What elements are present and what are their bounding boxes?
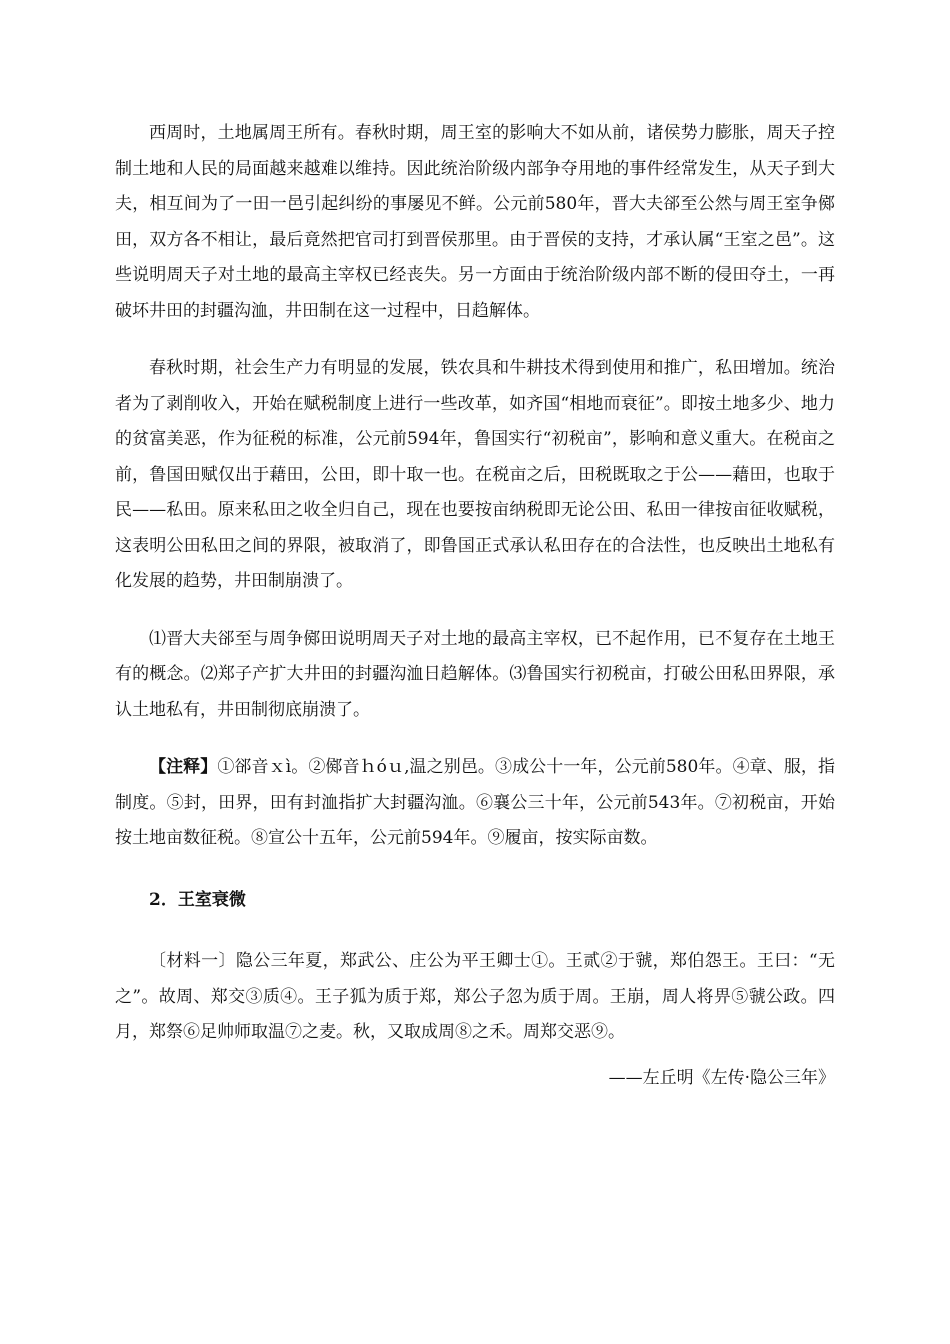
section-heading-text: 2．王室衰微 xyxy=(149,889,246,910)
section-heading xyxy=(115,883,835,919)
notes-paragraph xyxy=(115,750,835,857)
paragraph-tax-reform: 春秋时期，社会生产力有明显的发展，铁农具和牛耕技术得到使用和推广，私田增加。统治者为了剥削收入，开始在赋税制度上进行一些改革，如齐国“相地而衰征”。即按土地多少、地力的贫富美恶，作为征税的标准，公元前594年，鲁国实行“初税亩”，影响和意义重大。在税亩之前，鲁国田赋仅出于藉田，公田，即十取一也。在税亩之后，田税既取之于公——藉田，也取于民——私田。原来私田之收全归自己，现在也要按亩纳税即无论公田、私田一律按亩征收赋税，这表明公田私田之间的界限，被取消了，即鲁国正式承认私田存在的合法性，也反映出土地私有化发展的趋势，井田制崩溃了。 xyxy=(115,358,835,591)
material-one-paragraph: 〔材料一〕隐公三年夏，郑武公、庄公为平王卿士①。王贰②于虢，郑伯怨王。王曰：“无之”。故周、郑交③质④。王子狐为质于郑，郑公子忽为质于周。王崩，周人将畀⑤虢公政。四月，郑祭⑥足帅师取温⑦之麦。秋，又取成周⑧之禾。周郑交恶⑨。 xyxy=(115,951,835,1042)
citation-source: ——左丘明《左传·隐公三年》 xyxy=(608,1067,835,1088)
paragraph-summary-points: ⑴晋大夫郤至与周争鄇田说明周天子对土地的最高主宰权，已不起作用，已不复存在土地王有的概念。⑵郑子产扩大井田的封疆沟洫日趋解体。⑶鲁国实行初税亩，打破公田私田界限，承认土地私有，井田制彻底崩溃了。 xyxy=(115,628,835,720)
notes-label: 【注释】 xyxy=(149,757,218,777)
notes-text: ①郤音ｘì。②鄇音ｈóｕ,温之别邑。③成公十一年，公元前580年。④章、服，指制度。⑤封，田界，田有封洫指扩大封疆沟洫。⑥襄公三十年，公元前543年。⑦初税亩，开始按土地亩数征税。⑧宣公十五年，公元前594年。⑨履亩，按实际亩数。 xyxy=(115,757,836,848)
paragraph-land-ownership: 西周时，土地属周王所有。春秋时期，周王室的影响大不如从前，诸侯势力膨胀，周天子控制土地和人民的局面越来越难以维持。因此统治阶级内部争夺用地的事件经常发生，从天子到大夫，相互间为了一田一邑引起纠纷的事屡见不鲜。公元前580年，晋大夫郤至公然与周王室争鄇田，双方各不相让，最后竟然把官司打到晋侯那里。由于晋侯的支持，才承认属“王室之邑”。这些说明周天子对土地的最高主宰权已经丧失。另一方面由于统治阶级内部不断的侵田夺土，一再破坏井田的封疆沟洫，井田制在这一过程中，日趋解体。 xyxy=(115,123,835,321)
document-body xyxy=(115,116,835,1096)
